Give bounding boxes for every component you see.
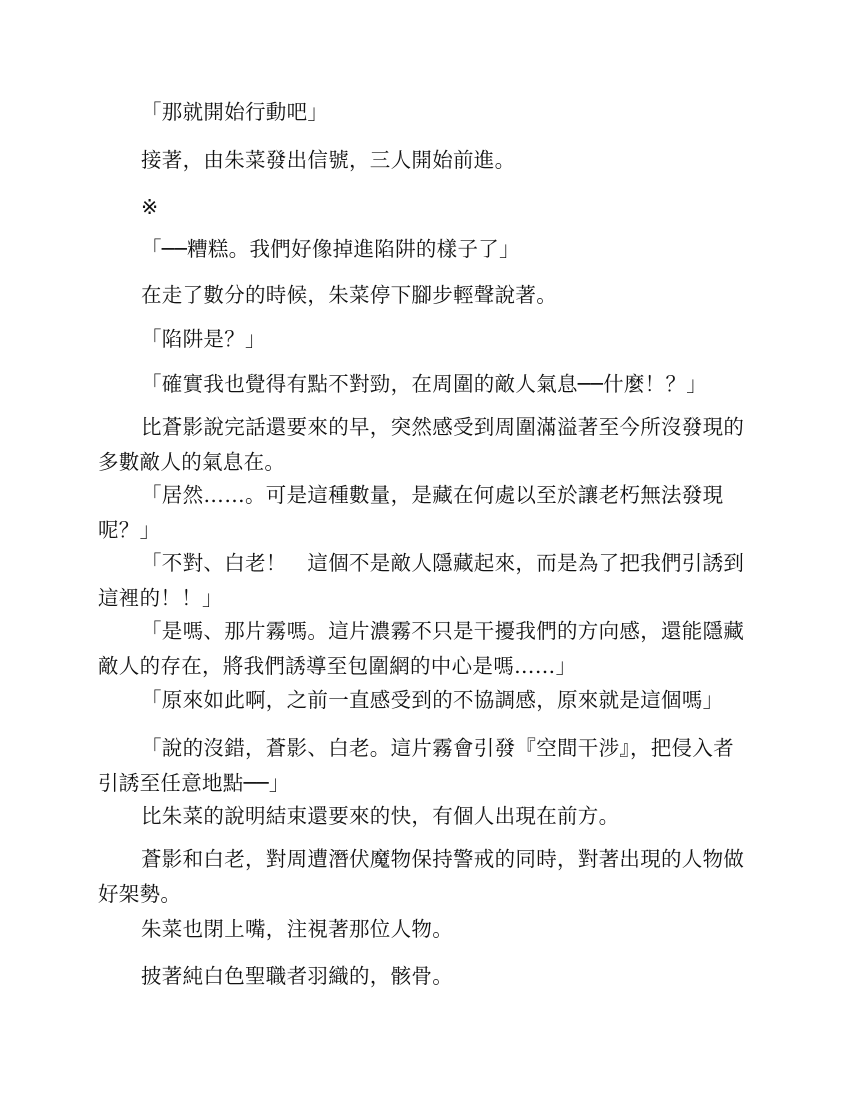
paragraph bbox=[98, 614, 758, 684]
paragraph bbox=[98, 190, 758, 225]
paragraph bbox=[98, 367, 758, 402]
paragraph-line: 朱菜也閉上嘴，注視著那位人物。 bbox=[141, 917, 453, 941]
paragraph bbox=[98, 731, 758, 801]
paragraph-line: 「確實我也覺得有點不對勁，在周圍的敵人氣息──什麼！？」 bbox=[141, 372, 708, 396]
paragraph bbox=[98, 912, 758, 947]
paragraph bbox=[98, 959, 758, 994]
paragraph bbox=[98, 683, 758, 718]
paragraph bbox=[98, 322, 758, 357]
paragraph-line: 「不對、白老！ 這個不是敵人隱藏起來，而是為了把我們引誘到 bbox=[141, 551, 745, 575]
paragraph-line: 蒼影和白老，對周遭潛伏魔物保持警戒的同時，對著出現的人物做 bbox=[141, 847, 745, 871]
paragraph-line: 比蒼影說完話還要來的早，突然感受到周圍滿溢著至今所沒發現的 bbox=[141, 415, 745, 439]
paragraph-line: ※ bbox=[141, 195, 159, 219]
paragraph-line: 多數敵人的氣息在。 bbox=[98, 450, 286, 474]
paragraph-line: 「──糟糕。我們好像掉進陷阱的樣子了」 bbox=[141, 237, 520, 261]
paragraph-line: 在走了數分的時候，朱菜停下腳步輕聲說著。 bbox=[141, 283, 557, 307]
paragraph-line: 接著，由朱菜發出信號，三人開始前進。 bbox=[141, 148, 516, 172]
paragraph-line: 「那就開始行動吧」 bbox=[141, 100, 329, 124]
paragraph-line: 「說的沒錯，蒼影、白老。這片霧會引發『空間干涉』，把侵入者 bbox=[141, 736, 734, 760]
paragraph-line: 這裡的！！」 bbox=[98, 586, 223, 610]
paragraph bbox=[98, 143, 758, 178]
paragraph-line: 「居然……。可是這種數量，是藏在何處以至於讓老朽無法發現 bbox=[141, 483, 724, 507]
paragraph bbox=[98, 842, 758, 912]
paragraph-line: 「陷阱是？」 bbox=[141, 327, 266, 351]
paragraph bbox=[98, 410, 758, 480]
paragraph bbox=[98, 799, 758, 834]
paragraph-line: 比朱菜的說明結束還要來的快，有個人出現在前方。 bbox=[141, 804, 620, 828]
paragraph bbox=[98, 232, 758, 267]
paragraph-line: 披著純白色聖職者羽織的，骸骨。 bbox=[141, 964, 453, 988]
paragraph bbox=[98, 478, 758, 548]
paragraph-line: 「是嗎、那片霧嗎。這片濃霧不只是干擾我們的方向感，還能隱藏 bbox=[141, 619, 745, 643]
paragraph bbox=[98, 95, 758, 130]
paragraph-line: 呢？」 bbox=[98, 518, 161, 542]
paragraph bbox=[98, 278, 758, 313]
paragraph-line: 「原來如此啊，之前一直感受到的不協調感，原來就是這個嗎」 bbox=[141, 688, 724, 712]
paragraph-line: 敵人的存在，將我們誘導至包圍網的中心是嗎……」 bbox=[98, 654, 577, 678]
paragraph-line: 引誘至任意地點──」 bbox=[98, 771, 290, 795]
paragraph bbox=[98, 546, 758, 616]
paragraph-line: 好架勢。 bbox=[98, 882, 182, 906]
